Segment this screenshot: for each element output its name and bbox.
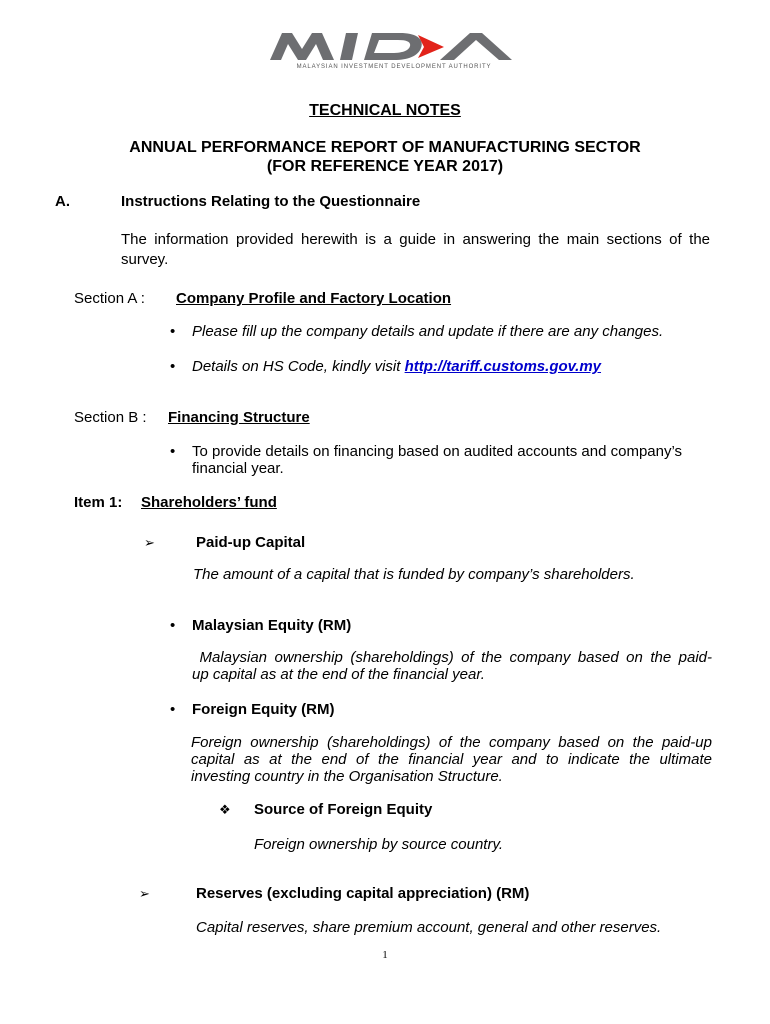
reference-year: (FOR REFERENCE YEAR 2017): [266, 158, 504, 175]
bullet-icon: •: [170, 323, 176, 340]
reserves-desc: Capital reserves, share premium account, general and other reserves.: [196, 919, 662, 936]
section-a-heading: Company Profile and Factory Location: [176, 290, 452, 307]
bullet-icon: •: [170, 701, 176, 718]
paidup-heading: Paid-up Capital: [196, 534, 306, 551]
arrow-bullet-icon: ➢: [144, 535, 155, 550]
report-title: ANNUAL PERFORMANCE REPORT OF MANUFACTURING SECTOR: [129, 139, 641, 156]
tariff-link[interactable]: http://tariff.customs.gov.my: [404, 358, 602, 375]
logo-letter-i: [340, 33, 358, 60]
section-a-label: Section A :: [74, 290, 145, 307]
foreign-equity-line2: capital as at the end of the financial year and to indicate the ultimate: [191, 751, 712, 768]
malaysian-equity-line1: Malaysian ownership (shareholdings) of the company based on the paid-: [192, 649, 712, 666]
reserves-heading: Reserves (excluding capital appreciation) (RM): [196, 885, 530, 902]
malaysian-equity-line2: up capital as at the end of the financial year.: [192, 666, 485, 683]
page-number: 1: [382, 949, 388, 961]
item1-heading: Shareholders’ fund: [141, 494, 277, 511]
foreign-equity-line3: investing country in the Organisation Structure.: [191, 768, 503, 785]
foreign-equity-heading: Foreign Equity (RM): [192, 701, 335, 718]
doc-title: TECHNICAL NOTES: [309, 102, 461, 119]
foreign-equity-line1: Foreign ownership (shareholdings) of the company based on the paid-up: [191, 734, 712, 751]
part-a-intro-line2: survey.: [121, 251, 169, 268]
bullet-icon: •: [170, 617, 176, 634]
section-b-bullet1-line2: financial year.: [192, 460, 284, 477]
paidup-desc: The amount of a capital that is funded by company’s shareholders.: [193, 566, 635, 583]
section-b-label: Section B :: [74, 409, 147, 426]
hs-code-text: Details on HS Code, kindly visit: [192, 358, 405, 375]
part-a-letter: A.: [55, 193, 70, 210]
section-b-bullet1-line1: To provide details on financing based on audited accounts and company’s: [192, 443, 683, 460]
part-a-heading: Instructions Relating to the Questionnaire: [121, 193, 421, 210]
section-a-bullet1: Please fill up the company details and update if there are any changes.: [192, 323, 664, 340]
diamond-bullet-icon: ❖: [219, 802, 231, 817]
section-b-heading: Financing Structure: [168, 409, 310, 426]
section-a-bullet2: [192, 358, 601, 376]
bullet-icon: •: [170, 443, 176, 460]
malaysian-equity-heading: Malaysian Equity (RM): [192, 617, 352, 634]
bullet-icon: •: [170, 358, 176, 375]
logo-letter-d: [364, 33, 422, 60]
logo-letter-a: [440, 33, 512, 60]
logo-letter-m: [270, 33, 334, 60]
part-a-intro-line1: The information provided herewith is a guide in answering the main sections of the: [121, 231, 710, 248]
logo-subtitle: MALAYSIAN INVESTMENT DEVELOPMENT AUTHORITY: [296, 64, 492, 70]
logo-red-arrow: [418, 35, 444, 58]
source-foreign-equity-heading: Source of Foreign Equity: [254, 801, 433, 818]
source-foreign-equity-desc: Foreign ownership by source country.: [254, 836, 504, 853]
item1-label: Item 1:: [74, 494, 123, 511]
arrow-bullet-icon: ➢: [139, 886, 150, 901]
